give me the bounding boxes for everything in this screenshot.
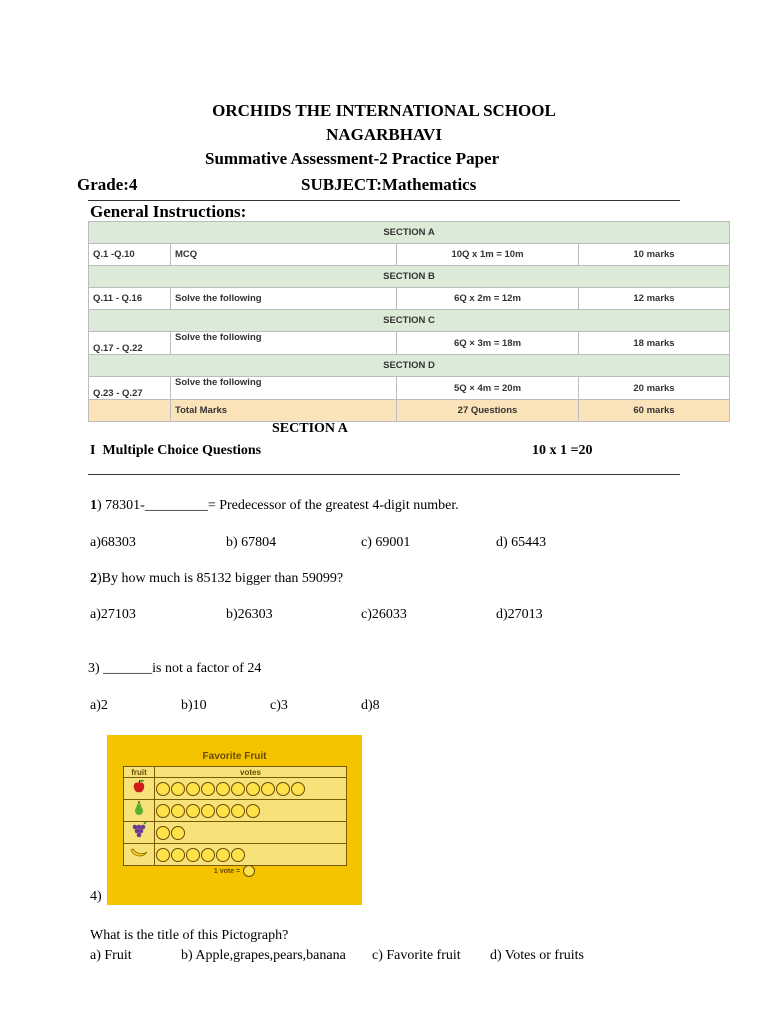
option-a: a)68303 — [90, 535, 136, 550]
smiley-icon — [171, 826, 185, 840]
scheme-cell: 6Q × 3m = 18m — [397, 332, 579, 355]
smiley-icon — [243, 865, 255, 877]
smiley-icon — [216, 848, 230, 862]
question-number: 1 — [90, 498, 97, 513]
total-label: Total Marks — [171, 400, 397, 422]
smiley-icon — [156, 782, 170, 796]
mcq-heading: I Multiple Choice Questions — [90, 443, 262, 458]
smiley-icon — [171, 848, 185, 862]
pictograph-title: Favorite Fruit — [202, 751, 267, 762]
smiley-icon — [201, 804, 215, 818]
pictograph-grid — [123, 766, 347, 866]
section-a-header: SECTION A — [89, 222, 730, 244]
question-4-number: 4) — [90, 889, 102, 904]
banana-icon — [124, 844, 155, 866]
key-label: 1 vote = — [213, 867, 241, 875]
range-cell: Q.23 - Q.27 — [89, 377, 171, 400]
votes-column-header: votes — [155, 767, 347, 778]
marks-cell: 18 marks — [579, 332, 730, 355]
question-4-text: What is the title of this Pictograph? — [90, 928, 289, 943]
smiley-icon — [291, 782, 305, 796]
option-a: a)2 — [90, 698, 108, 713]
grade-label: Grade:4 — [77, 175, 138, 194]
marks-cell: 20 marks — [579, 377, 730, 400]
fruit-column-header: fruit — [124, 767, 155, 778]
option-a: a)27103 — [90, 607, 136, 622]
total-marks: 60 marks — [579, 400, 730, 422]
smiley-icon — [171, 782, 185, 796]
question-text: ) _______is not a factor of 24 — [95, 661, 262, 676]
option-b: b)26303 — [226, 607, 273, 622]
votes-cell — [155, 844, 347, 866]
scheme-cell: 6Q x 2m = 12m — [397, 288, 579, 310]
smiley-icon — [231, 804, 245, 818]
smiley-icon — [276, 782, 290, 796]
smiley-icon — [186, 782, 200, 796]
type-cell: Solve the following — [171, 377, 397, 400]
range-cell: Q.17 - Q.22 — [89, 332, 171, 355]
paper-title: Summative Assessment-2 Practice Paper — [205, 149, 500, 168]
smiley-icon — [186, 804, 200, 818]
option-d: d)8 — [361, 698, 380, 713]
smiley-icon — [201, 782, 215, 796]
scheme-cell: 5Q × 4m = 20m — [397, 377, 579, 400]
option-b: b) Apple,grapes,pears,banana — [181, 948, 346, 963]
option-a: a) Fruit — [90, 948, 132, 963]
option-c: c)26033 — [361, 607, 407, 622]
pictograph-row-apple — [124, 778, 347, 800]
scheme-cell: 10Q x 1m = 10m — [397, 244, 579, 266]
range-cell: Q.1 -Q.10 — [89, 244, 171, 266]
section-c-header: SECTION C — [89, 310, 730, 332]
option-d: d) Votes or fruits — [490, 948, 584, 963]
mcq-marks: 10 x 1 =20 — [532, 443, 593, 458]
option-c: c) 69001 — [361, 535, 411, 550]
type-cell: Solve the following — [171, 332, 397, 355]
option-d: d) 65443 — [496, 535, 547, 550]
pictograph-key — [107, 865, 362, 877]
question-number: 2 — [90, 571, 97, 586]
smiley-icon — [171, 804, 185, 818]
marks-cell: 12 marks — [579, 288, 730, 310]
smiley-icon — [201, 848, 215, 862]
smiley-icon — [216, 782, 230, 796]
smiley-icon — [246, 804, 260, 818]
smiley-icon — [216, 804, 230, 818]
votes-cell — [155, 800, 347, 822]
smiley-icon — [186, 848, 200, 862]
option-d: d)27013 — [496, 607, 543, 622]
section-rule — [88, 474, 680, 475]
smiley-icon — [156, 826, 170, 840]
question-text: )By how much is 85132 bigger than 59099? — [97, 571, 344, 586]
marks-cell: 10 marks — [579, 244, 730, 266]
question-number: 3 — [88, 661, 95, 676]
smiley-icon — [231, 782, 245, 796]
pictograph-row-banana — [124, 844, 347, 866]
school-name: ORCHIDS THE INTERNATIONAL SCHOOL — [212, 101, 556, 120]
section-b-header: SECTION B — [89, 266, 730, 288]
section-d-header: SECTION D — [89, 355, 730, 377]
total-questions: 27 Questions — [397, 400, 579, 422]
smiley-icon — [156, 848, 170, 862]
type-cell: MCQ — [171, 244, 397, 266]
question-2 — [90, 571, 343, 587]
range-cell: Q.11 - Q.16 — [89, 288, 171, 310]
pictograph-row-grapes — [124, 822, 347, 844]
type-cell: Solve the following — [171, 288, 397, 310]
pictograph-image — [107, 735, 362, 905]
instructions-table — [88, 221, 730, 422]
pictograph-row-pear — [124, 800, 347, 822]
votes-cell — [155, 822, 347, 844]
subject-label: SUBJECT:Mathematics — [301, 175, 477, 194]
school-branch: NAGARBHAVI — [326, 125, 442, 144]
votes-cell — [155, 778, 347, 800]
option-b: b)10 — [181, 698, 207, 713]
section-a-title: SECTION A — [272, 421, 348, 436]
header-rule — [88, 200, 680, 201]
total-empty-cell — [89, 400, 171, 422]
option-b: b) 67804 — [226, 535, 277, 550]
question-3 — [88, 661, 261, 677]
question-1 — [90, 498, 459, 514]
smiley-icon — [231, 848, 245, 862]
apple-icon — [124, 778, 155, 800]
smiley-icon — [156, 804, 170, 818]
option-c: c)3 — [270, 698, 288, 713]
smiley-icon — [246, 782, 260, 796]
pear-icon — [124, 800, 155, 822]
smiley-icon — [261, 782, 275, 796]
grapes-icon — [124, 822, 155, 844]
question-text: ) 78301-_________= Predecessor of the greatest 4-digit number. — [97, 498, 459, 513]
instructions-heading: General Instructions: — [90, 202, 247, 221]
option-c: c) Favorite fruit — [372, 948, 461, 963]
